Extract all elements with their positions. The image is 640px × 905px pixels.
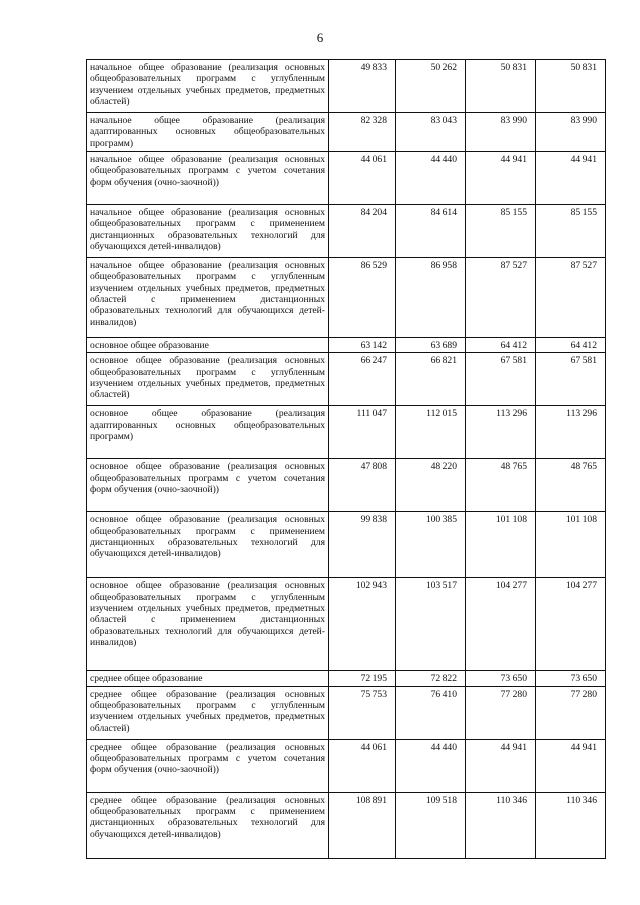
value-cell: 100 385 bbox=[396, 512, 466, 578]
education-level-label: среднее общее образование (реализация основных общеобразовательных программ с применением дистанционных образовательных технологий для обучающихся детей-инвалидов) bbox=[87, 792, 329, 858]
value-cell: 66 821 bbox=[396, 353, 466, 406]
education-level-label: начальное общее образование (реализация основных общеобразовательных программ с углубленным изучением отдельных учебных предметов, предметных областей) bbox=[87, 60, 329, 113]
table-row bbox=[87, 205, 606, 258]
education-level-label: основное общее образование bbox=[87, 338, 329, 353]
table-row bbox=[87, 258, 606, 338]
education-level-label: основное общее образование (реализация основных общеобразовательных программ с применением дистанционных образовательных технологий для обучающихся детей-инвалидов) bbox=[87, 512, 329, 578]
table-row bbox=[87, 338, 606, 353]
education-level-label: среднее общее образование (реализация основных общеобразовательных программ с углубленным изучением отдельных учебных предметов, предметных областей) bbox=[87, 686, 329, 739]
table-row bbox=[87, 353, 606, 406]
value-cell: 83 043 bbox=[396, 113, 466, 152]
table-body bbox=[87, 60, 606, 859]
value-cell: 113 296 bbox=[466, 406, 536, 459]
table-row bbox=[87, 512, 606, 578]
value-cell: 73 650 bbox=[536, 671, 606, 686]
value-cell: 44 440 bbox=[396, 739, 466, 792]
value-cell: 75 753 bbox=[329, 686, 396, 739]
table-row bbox=[87, 459, 606, 512]
value-cell: 112 015 bbox=[396, 406, 466, 459]
value-cell: 87 527 bbox=[536, 258, 606, 338]
value-cell: 44 941 bbox=[536, 152, 606, 205]
value-cell: 49 833 bbox=[329, 60, 396, 113]
page-number: 6 bbox=[316, 30, 324, 45]
value-cell: 48 220 bbox=[396, 459, 466, 512]
value-cell: 83 990 bbox=[536, 113, 606, 152]
value-cell: 72 195 bbox=[329, 671, 396, 686]
table-row bbox=[87, 406, 606, 459]
value-cell: 102 943 bbox=[329, 578, 396, 671]
value-cell: 87 527 bbox=[466, 258, 536, 338]
value-cell: 83 990 bbox=[466, 113, 536, 152]
table-row bbox=[87, 686, 606, 739]
value-cell: 50 262 bbox=[396, 60, 466, 113]
value-cell: 85 155 bbox=[466, 205, 536, 258]
value-cell: 110 346 bbox=[466, 792, 536, 858]
value-cell: 99 838 bbox=[329, 512, 396, 578]
value-cell: 64 412 bbox=[466, 338, 536, 353]
value-cell: 50 831 bbox=[536, 60, 606, 113]
value-cell: 84 614 bbox=[396, 205, 466, 258]
value-cell: 63 689 bbox=[396, 338, 466, 353]
value-cell: 67 581 bbox=[536, 353, 606, 406]
value-cell: 63 142 bbox=[329, 338, 396, 353]
value-cell: 104 277 bbox=[536, 578, 606, 671]
education-level-label: начальное общее образование (реализация основных общеобразовательных программ с применением дистанционных образовательных технологий для обучающихся детей-инвалидов) bbox=[87, 205, 329, 258]
value-cell: 72 822 bbox=[396, 671, 466, 686]
education-level-label: среднее общее образование bbox=[87, 671, 329, 686]
table-row bbox=[87, 152, 606, 205]
education-level-label: основное общее образование (реализация основных общеобразовательных программ с углубленным изучением отдельных учебных предметов, предметных областей) bbox=[87, 353, 329, 406]
value-cell: 44 941 bbox=[466, 739, 536, 792]
value-cell: 86 958 bbox=[396, 258, 466, 338]
value-cell: 48 765 bbox=[466, 459, 536, 512]
value-cell: 48 765 bbox=[536, 459, 606, 512]
value-cell: 85 155 bbox=[536, 205, 606, 258]
value-cell: 77 280 bbox=[536, 686, 606, 739]
value-cell: 67 581 bbox=[466, 353, 536, 406]
value-cell: 44 061 bbox=[329, 152, 396, 205]
education-level-label: основное общее образование (реализация основных общеобразовательных программ с учетом сочетания форм обучения (очно-заочной)) bbox=[87, 459, 329, 512]
value-cell: 110 346 bbox=[536, 792, 606, 858]
table-row bbox=[87, 113, 606, 152]
value-cell: 101 108 bbox=[466, 512, 536, 578]
education-level-label: начальное общее образование (реализация основных общеобразовательных программ с углубленным изучением отдельных учебных предметов, предметных областей с применением дистанционных образовательных технологий для обучающихся детей-инвалидов) bbox=[87, 258, 329, 338]
education-level-label: начальное общее образование (реализация основных общеобразовательных программ с учетом сочетания форм обучения (очно-заочной)) bbox=[87, 152, 329, 205]
table-row bbox=[87, 60, 606, 113]
table-row bbox=[87, 671, 606, 686]
education-level-label: начальное общее образование (реализация адаптированных основных общеобразовательных программ) bbox=[87, 113, 329, 152]
value-cell: 109 518 bbox=[396, 792, 466, 858]
value-cell: 111 047 bbox=[329, 406, 396, 459]
value-cell: 108 891 bbox=[329, 792, 396, 858]
value-cell: 44 941 bbox=[466, 152, 536, 205]
value-cell: 64 412 bbox=[536, 338, 606, 353]
value-cell: 86 529 bbox=[329, 258, 396, 338]
value-cell: 44 941 bbox=[536, 739, 606, 792]
value-cell: 103 517 bbox=[396, 578, 466, 671]
value-cell: 50 831 bbox=[466, 60, 536, 113]
value-cell: 82 328 bbox=[329, 113, 396, 152]
value-cell: 113 296 bbox=[536, 406, 606, 459]
value-cell: 77 280 bbox=[466, 686, 536, 739]
value-cell: 44 440 bbox=[396, 152, 466, 205]
value-cell: 101 108 bbox=[536, 512, 606, 578]
value-cell: 104 277 bbox=[466, 578, 536, 671]
value-cell: 47 808 bbox=[329, 459, 396, 512]
table-row bbox=[87, 578, 606, 671]
value-cell: 44 061 bbox=[329, 739, 396, 792]
table-row bbox=[87, 792, 606, 858]
value-cell: 84 204 bbox=[329, 205, 396, 258]
value-cell: 76 410 bbox=[396, 686, 466, 739]
education-level-label: основное общее образование (реализация адаптированных основных общеобразовательных программ) bbox=[87, 406, 329, 459]
cost-standards-table bbox=[86, 59, 606, 859]
table-row bbox=[87, 739, 606, 792]
value-cell: 66 247 bbox=[329, 353, 396, 406]
value-cell: 73 650 bbox=[466, 671, 536, 686]
education-level-label: среднее общее образование (реализация основных общеобразовательных программ с учетом сочетания форм обучения (очно-заочной)) bbox=[87, 739, 329, 792]
education-level-label: основное общее образование (реализация основных общеобразовательных программ с углубленным изучением отдельных учебных предметов, предметных областей с применением дистанционных образовательных технологий для обучающихся детей-инвалидов) bbox=[87, 578, 329, 671]
